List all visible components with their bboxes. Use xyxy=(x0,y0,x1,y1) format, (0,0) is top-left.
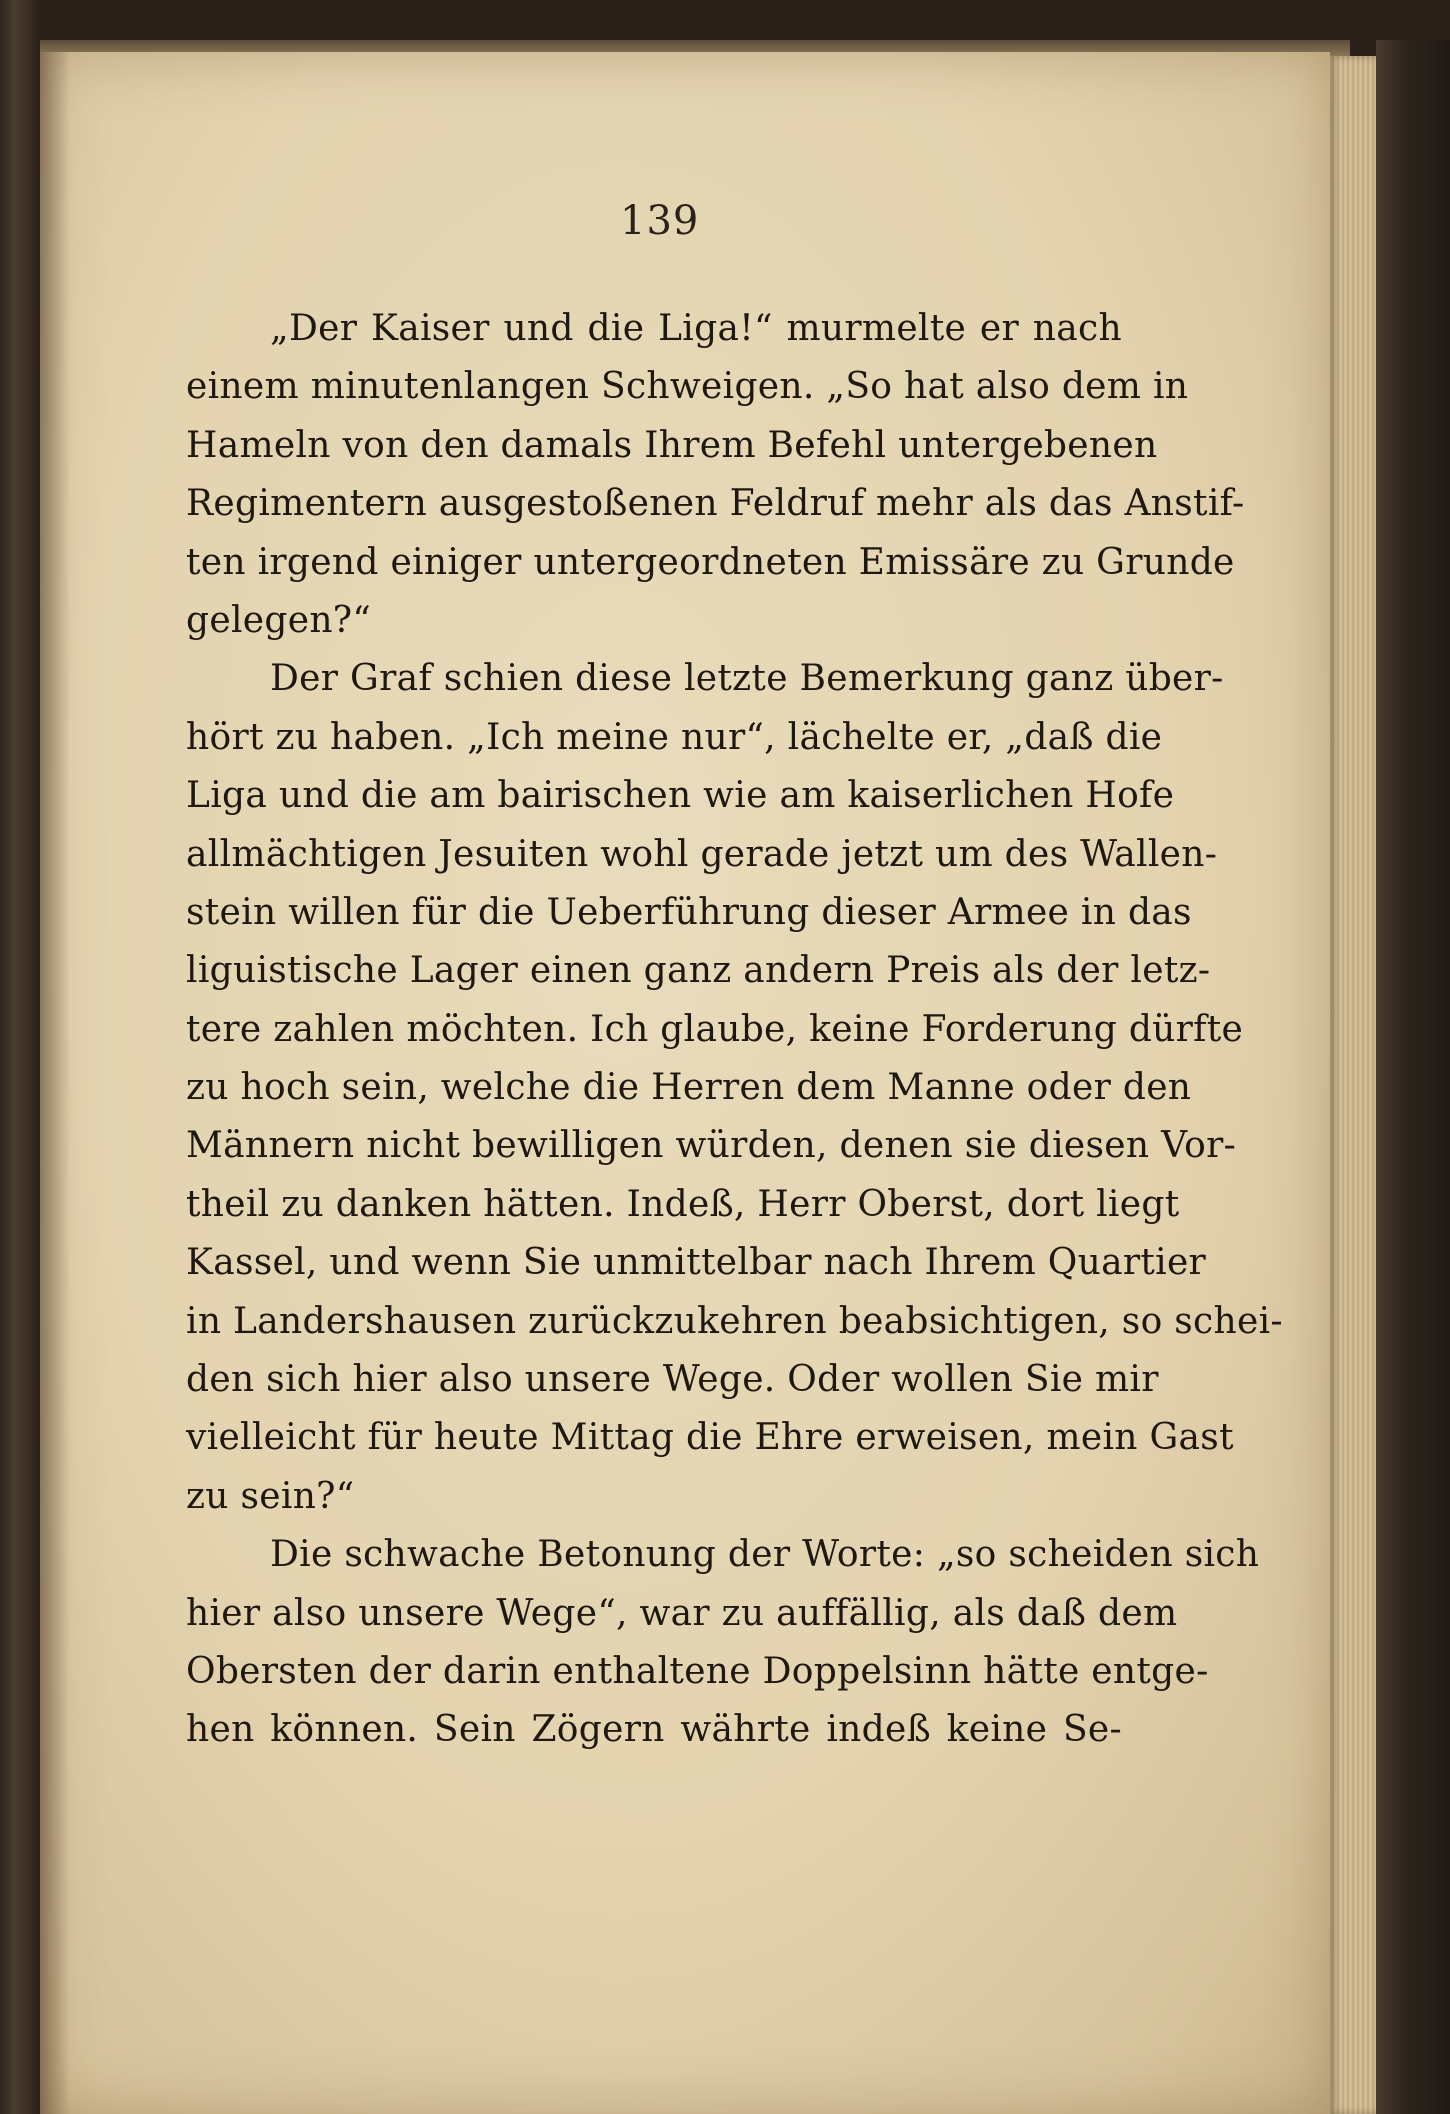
paragraph-1 xyxy=(186,300,1245,650)
text-line: vielleicht für heute Mittag die Ehre erweisen, mein Gast xyxy=(186,1417,1234,1459)
text-line: Der Graf schien diese letzte Bemerkung ganz über- xyxy=(270,658,1224,700)
text-line: ten irgend einiger untergeordneten Emissäre zu Grunde xyxy=(186,541,1235,583)
text-line: stein willen für die Ueberführung dieser Armee in das xyxy=(186,891,1192,933)
text-line: theil zu danken hätten. Indeß, Herr Oberst, dort liegt xyxy=(186,1183,1180,1225)
text-line: den sich hier also unsere Wege. Oder wollen Sie mir xyxy=(186,1359,1159,1401)
page-number: 139 xyxy=(620,198,700,244)
text-line: Kassel, und wenn Sie unmittelbar nach Ihrem Quartier xyxy=(186,1242,1207,1284)
text-line: zu hoch sein, welche die Herren dem Manne oder den xyxy=(186,1067,1192,1109)
text-line: hört zu haben. „Ich meine nur“, lächelte er, „daß die xyxy=(186,716,1163,758)
text-line: „Der Kaiser und die Liga!“ murmelte er nach xyxy=(270,308,1122,349)
paragraph-2 xyxy=(186,650,1283,1526)
text-line: allmächtigen Jesuiten wohl gerade jetzt um des Wallen- xyxy=(186,833,1218,875)
text-line: Männern nicht bewilligen würden, denen sie diesen Vor- xyxy=(186,1125,1237,1167)
page-edges xyxy=(1330,56,1376,2114)
text-line: in Landershausen zurückzukehren beabsichtigen, so schei- xyxy=(186,1300,1283,1342)
paragraph-3 xyxy=(186,1526,1260,1760)
text-line: Regimentern ausgestoßenen Feldruf mehr als das Anstif- xyxy=(186,483,1245,525)
gutter-shadow xyxy=(40,52,70,2114)
text-line: Hameln von den damals Ihrem Befehl untergebenen xyxy=(186,424,1158,466)
text-line: gelegen?“ xyxy=(186,599,372,641)
text-line: Obersten der darin enthaltene Doppelsinn hätte entge- xyxy=(186,1650,1209,1692)
text-body xyxy=(186,300,1283,1760)
text-line: tere zahlen möchten. Ich glaube, keine Forderung dürfte xyxy=(186,1008,1244,1050)
text-line: liguistische Lager einen ganz andern Preis als der letz- xyxy=(186,950,1211,992)
text-line: Liga und die am bairischen wie am kaiserlichen Hofe xyxy=(186,775,1175,817)
text-line: hen können. Sein Zögern währte indeß keine Se- xyxy=(186,1709,1122,1751)
text-line: zu sein?“ xyxy=(186,1475,355,1517)
text-line: einem minutenlangen Schweigen. „So hat also dem in xyxy=(186,366,1189,408)
book-cover-edge xyxy=(1376,40,1450,2114)
text-line: Die schwache Betonung der Worte: „so scheiden sich xyxy=(270,1534,1260,1576)
text-line: hier also unsere Wege“, war zu auffällig, als daß dem xyxy=(186,1592,1178,1634)
